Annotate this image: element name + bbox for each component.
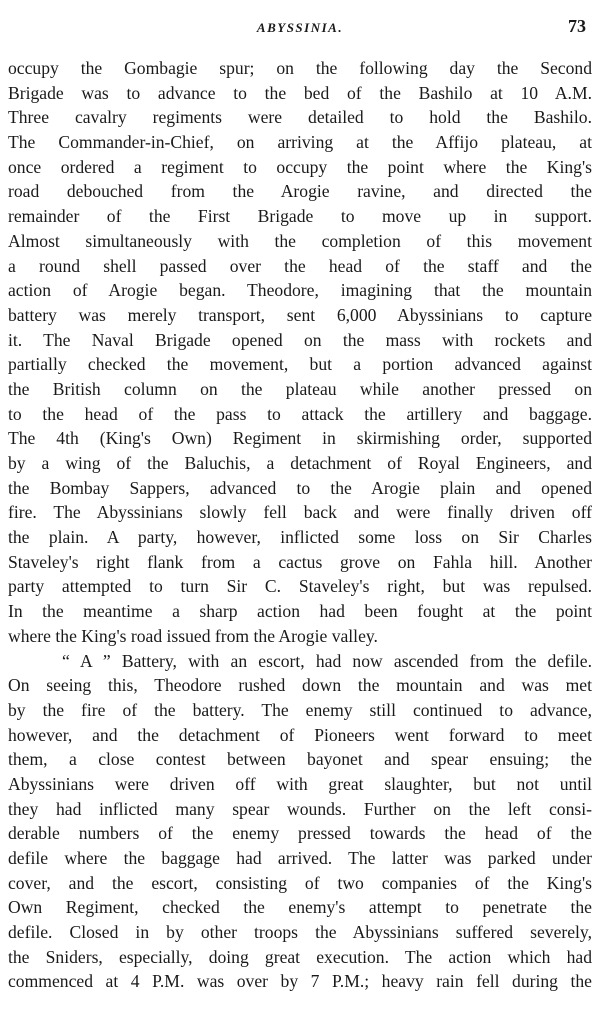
page-number: 73	[568, 16, 586, 36]
text-line: to the head of the pass to attack the artillery and baggage.	[8, 403, 592, 424]
text-line: The 4th (King's Own) Regiment in skirmishing order, supported	[8, 428, 592, 449]
text-line: them, a close contest between bayonet and spear ensuing; the	[8, 749, 592, 770]
text-line: the Sniders, especially, doing great execution. The action which had	[8, 946, 592, 967]
text-line: cover, and the escort, consisting of two companies of the King's	[8, 872, 592, 893]
body-text	[8, 56, 592, 994]
text-line: battery was merely transport, sent 6,000 Abyssinians to capture	[8, 304, 592, 325]
text-line: party attempted to turn Sir C. Staveley's right, but was repulsed.	[8, 576, 592, 597]
running-title: ABYSSINIA.	[256, 20, 344, 35]
text-line: The Commander-in-Chief, on arriving at the Affijo plateau, at	[8, 132, 592, 153]
text-line: defile. Closed in by other troops the Abyssinians suffered severely,	[8, 922, 592, 943]
text-line: In the meantime a sharp action had been fought at the point	[8, 601, 592, 622]
text-line: the plain. A party, however, inflicted some loss on Sir Charles	[8, 527, 592, 548]
text-line: fire. The Abyssinians slowly fell back and were finally driven off	[8, 502, 592, 523]
text-line: Own Regiment, checked the enemy's attempt to penetrate the	[8, 897, 592, 918]
text-line: a round shell passed over the head of the staff and the	[8, 255, 592, 276]
text-line: the Bombay Sappers, advanced to the Arogie plain and opened	[8, 477, 592, 498]
running-head	[8, 16, 592, 42]
text-line: they had inflicted many spear wounds. Further on the left consi-	[8, 798, 592, 819]
text-line: Three cavalry regiments were detailed to hold the Bashilo.	[8, 107, 592, 128]
text-line: commenced at 4 P.M. was over by 7 P.M.; heavy rain fell during the	[8, 971, 592, 992]
text-line: it. The Naval Brigade opened on the mass with rockets and	[8, 329, 592, 350]
text-line: defile where the baggage had arrived. The latter was parked under	[8, 848, 592, 868]
text-line: Almost simultaneously with the completion of this movement	[8, 230, 592, 251]
text-line: Abyssinians were driven off with great slaughter, but not until	[8, 773, 592, 794]
text-line: however, and the detachment of Pioneers went forward to meet	[8, 724, 592, 745]
text-line: action of Arogie began. Theodore, imagining that the mountain	[8, 280, 592, 301]
text-line: occupy the Gombagie spur; on the following day the Second	[8, 58, 592, 78]
text-line: partially checked the movement, but a portion advanced against	[8, 354, 592, 375]
text-line: by a wing of the Baluchis, a detachment of Royal Engineers, and	[8, 453, 592, 473]
text-line: the British column on the plateau while another pressed on	[8, 378, 592, 399]
paragraph-last-line: where the King's road issued from the Arogie valley.	[8, 625, 378, 646]
text-line: remainder of the First Brigade to move up in support.	[8, 206, 592, 227]
text-line: road debouched from the Arogie ravine, and directed the	[8, 181, 592, 202]
text-line: On seeing this, Theodore rushed down the mountain and was met	[8, 675, 592, 696]
text-line: Staveley's right flank from a cactus grove on Fahla hill. Another	[8, 551, 592, 572]
text-line: once ordered a regiment to occupy the point where the King's	[8, 156, 592, 177]
text-line: derable numbers of the enemy pressed towards the head of the	[8, 823, 592, 844]
text-line: by the fire of the battery. The enemy still continued to advance,	[8, 699, 592, 720]
text-line: Brigade was to advance to the bed of the Bashilo at 10 A.M.	[8, 82, 592, 103]
paragraph-first-line: “ A ” Battery, with an escort, had now ascended from the defile.	[62, 650, 592, 671]
